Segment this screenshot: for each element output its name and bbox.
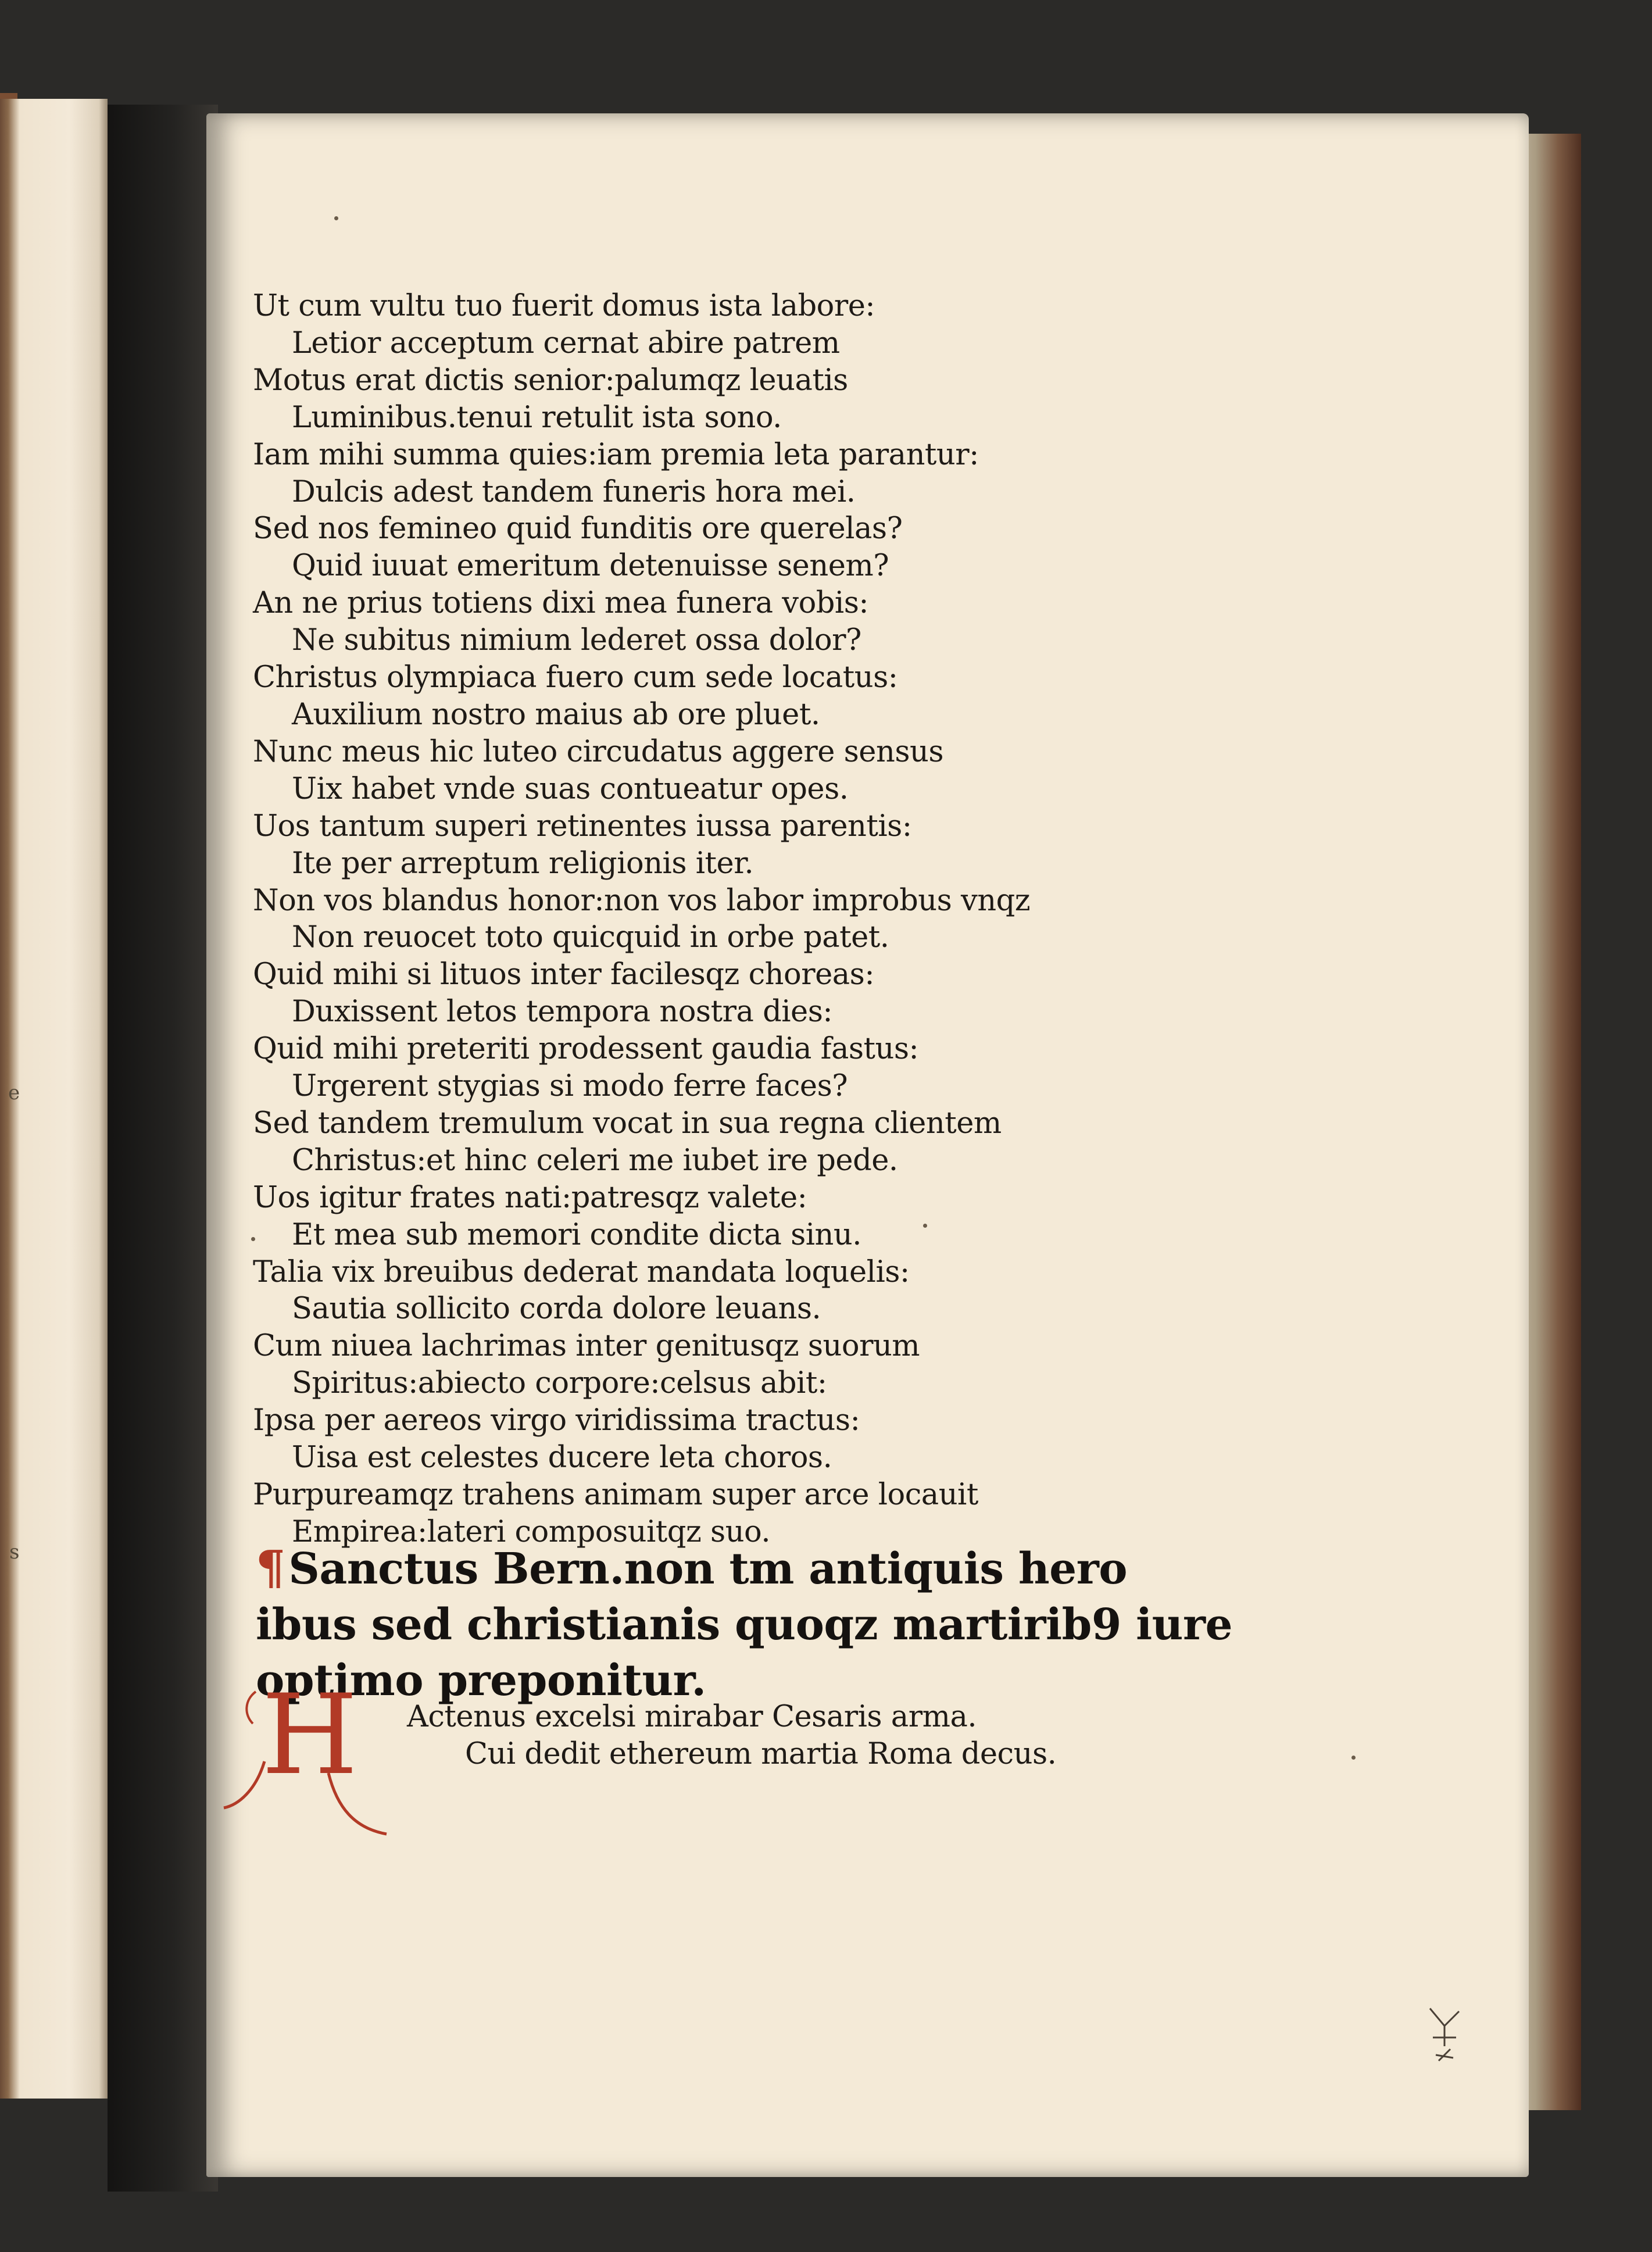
verse-line: Uos tantum superi retinentes iussa parentis: (253, 809, 912, 843)
ink-speck (1351, 1756, 1356, 1760)
verse-line: Motus erat dictis senior:palumqz leuatis (253, 363, 848, 398)
verse-line: Spiritus:abiecto corpore:celsus abit: (292, 1366, 827, 1401)
verse-line: Luminibus.tenui retulit ista sono. (292, 400, 782, 435)
verse-line: Quid mihi preteriti prodessent gaudia fastus: (253, 1032, 919, 1067)
verse-line: Cum niuea lachrimas inter genitusqz suorum (253, 1329, 920, 1364)
verse-line: Et mea sub memori condite dicta sinu. (292, 1217, 861, 1252)
verse-line: Ite per arreptum religionis iter. (292, 846, 754, 881)
verse-line: Empirea:lateri composuitqz suo. (292, 1514, 771, 1549)
verse-line: Quid mihi si lituos inter facilesqz choreas: (253, 957, 875, 992)
verse-line: Christus:et hinc celeri me iubet ire pede. (292, 1143, 898, 1178)
verse-line: Talia vix breuibus dederat mandata loquelis: (253, 1254, 910, 1289)
initial-flourish (246, 1692, 256, 1724)
book-gutter (108, 105, 218, 2192)
verse-line: Letior acceptum cernat abire patrem (292, 326, 840, 360)
opening-verses (407, 1699, 1163, 1773)
heading-line (256, 1539, 1128, 1597)
verse-line: Purpureamqz trahens animam super arce locauit (253, 1478, 978, 1512)
heading-text: Sanctus Bern.non tm antiquis hero (288, 1544, 1128, 1594)
ink-speck (334, 216, 338, 220)
verse-line: Christus olympiaca fuero cum sede locatus: (253, 660, 898, 695)
verse-line: Iam mihi summa quies:iam premia leta parantur: (253, 437, 979, 472)
verse-line: Duxissent letos tempora nostra dies: (292, 995, 833, 1030)
verse-line: Quid iuuat emeritum detenuisse senem? (292, 549, 889, 584)
verse-line: Non vos blandus honor:non vos labor improbus vnqz (253, 883, 1031, 918)
verse-line: Nunc meus hic luteo circudatus aggere sensus (253, 734, 944, 769)
verse-line: Urgerent stygias si modo ferre faces? (292, 1069, 848, 1104)
verse-line: Non reuocet toto quicquid in orbe patet. (292, 920, 889, 955)
pilcrow-mark: ¶ (256, 1540, 285, 1595)
initial-letter: H (262, 1674, 358, 1799)
verse-line: Ut cum vultu tuo fuerit domus ista labore: (253, 289, 875, 323)
verse-line: Auxilium nostro maius ab ore pluet. (292, 697, 820, 732)
verse-line: Ne subitus nimium lederet ossa dolor? (292, 623, 861, 658)
stamp-mark (1430, 2008, 1459, 2061)
rubricated-initial (221, 1674, 419, 1860)
verse-line: Uisa est celestes ducere leta choros. (292, 1440, 832, 1475)
verse-line: Sed nos femineo quid funditis ore querelas? (253, 512, 903, 546)
margin-mark-2: s (9, 1540, 20, 1564)
heading-line: ibus sed christianis quoqz martirib9 iure (256, 1600, 1233, 1650)
library-stamp (1421, 2003, 1468, 2067)
heading-line: optimo preponitur. (256, 1656, 706, 1706)
verse-line: Sed tandem tremulum vocat in sua regna clientem (253, 1106, 1002, 1141)
verse-block (253, 288, 1183, 1551)
verse-line: Sautia sollicito corda dolore leuans. (292, 1292, 821, 1327)
verse-line: Actenus excelsi mirabar Cesaris arma. (407, 1700, 977, 1734)
verse-line: An ne prius totiens dixi mea funera vobis: (253, 586, 869, 621)
verse-line: Uos igitur frates nati:patresqz valete: (253, 1180, 807, 1215)
initial-flourish (224, 1761, 264, 1808)
verse-line: Dulcis adest tandem funeris hora mei. (292, 474, 856, 509)
verse-line: Cui dedit ethereum martia Roma decus. (465, 1737, 1057, 1771)
verse-line: Ipsa per aereos virgo viridissima tractus: (253, 1403, 860, 1438)
verse-line: Uix habet vnde suas contueatur opes. (292, 771, 849, 806)
margin-mark-1: e (8, 1081, 20, 1104)
